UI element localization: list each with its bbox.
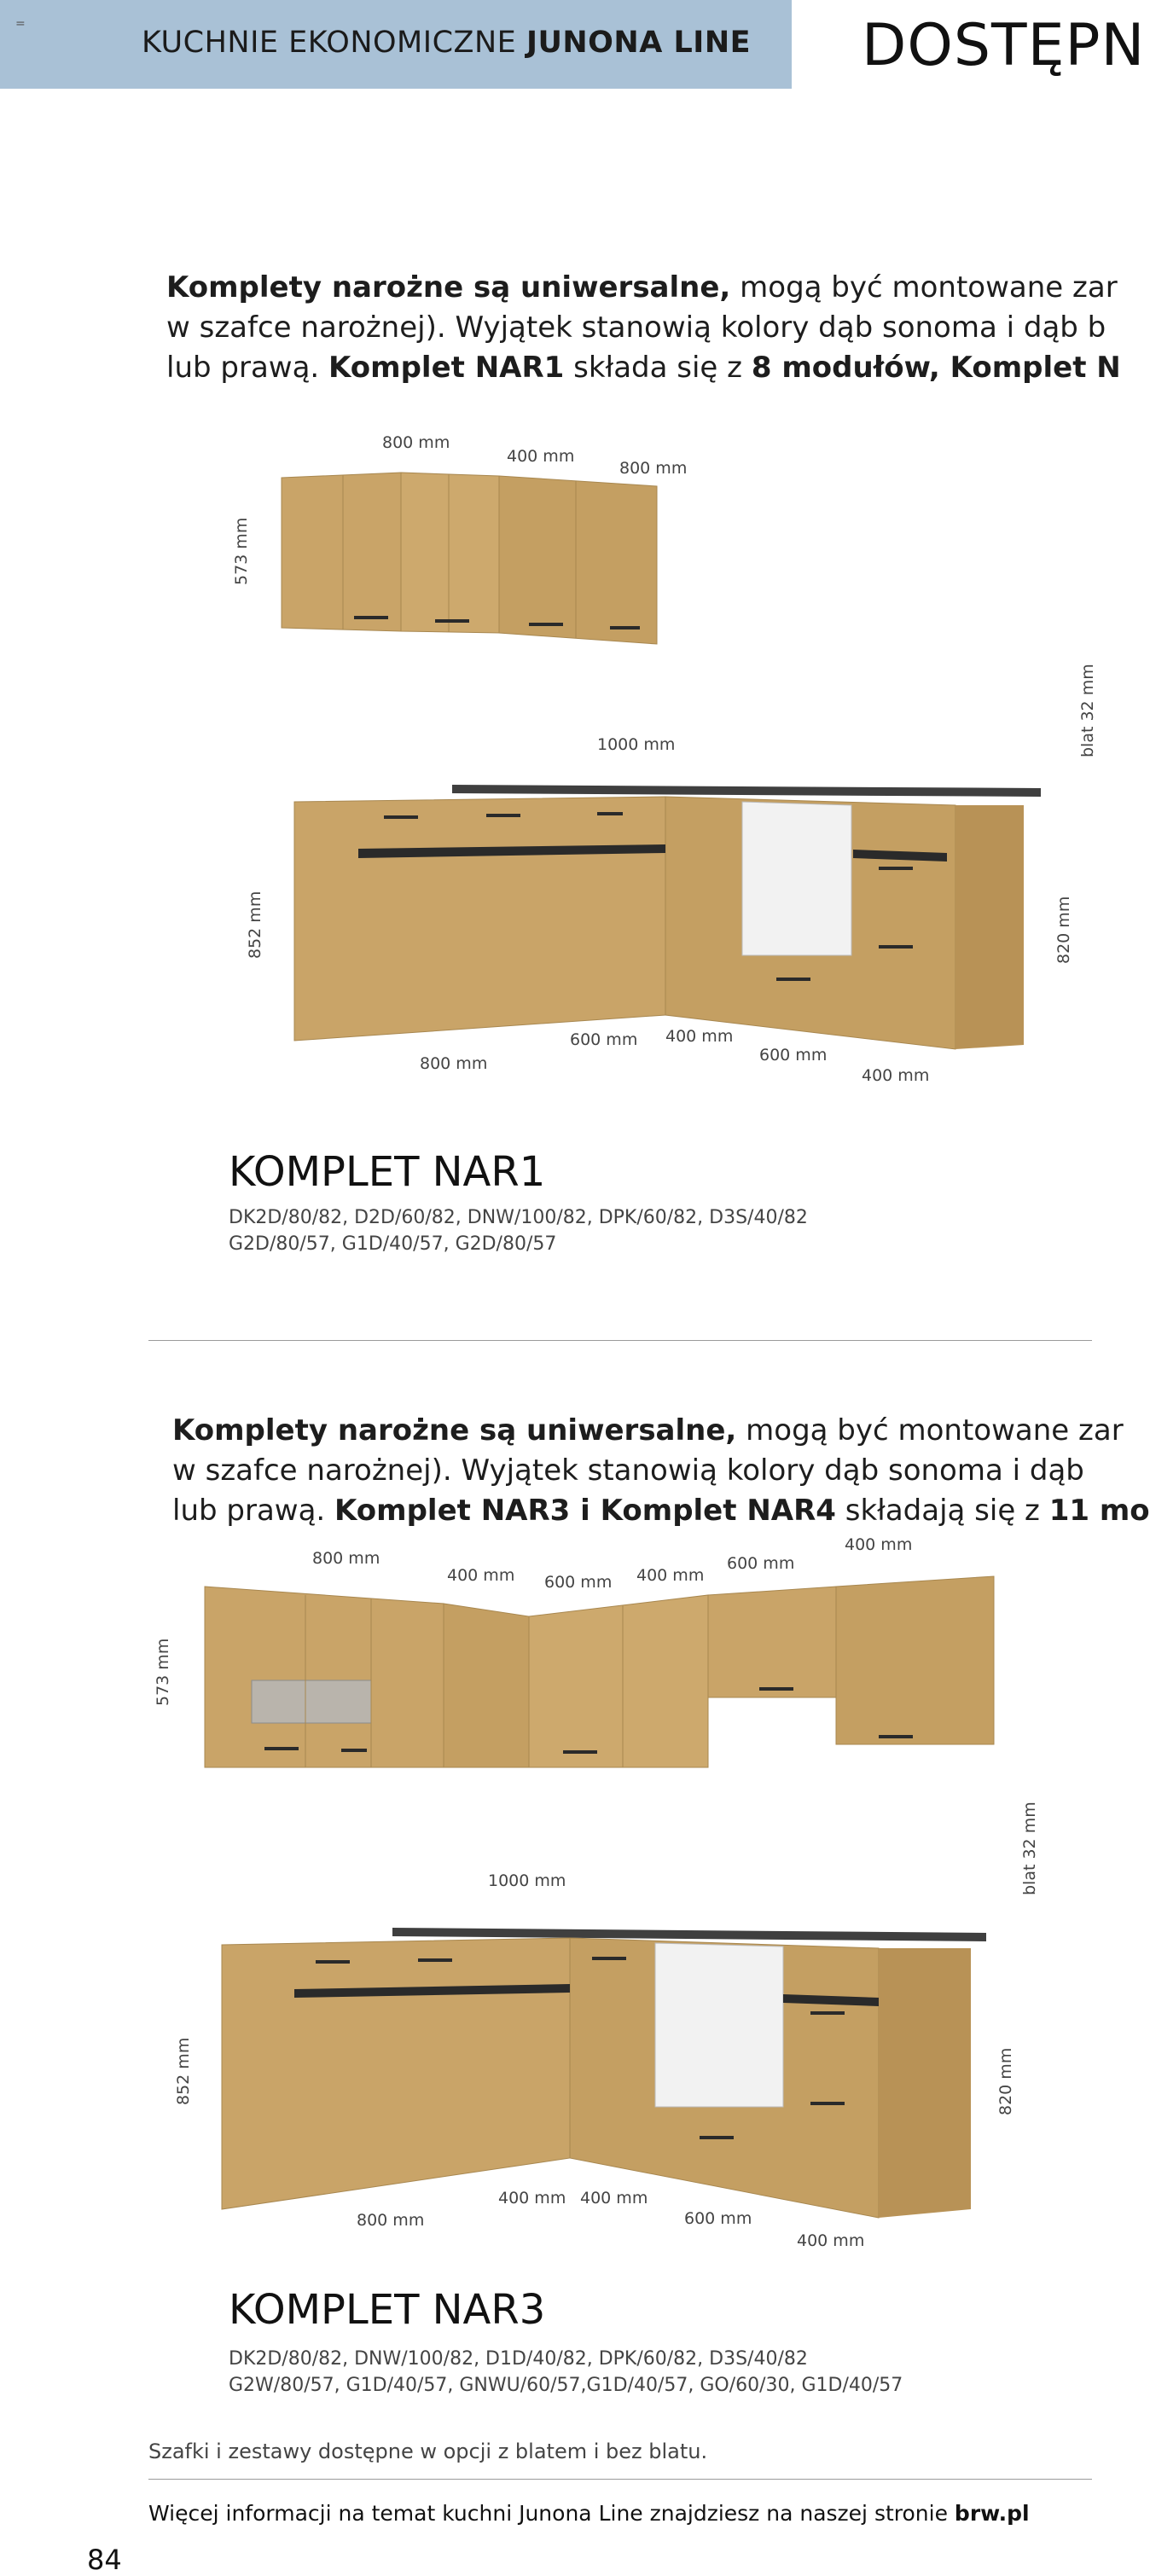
header-title-brand: JUNONA LINE [526, 26, 752, 60]
s1-appliance-niche [742, 802, 851, 955]
s1-countertop [452, 785, 1041, 797]
s1-blat: blat 32 mm [1078, 664, 1097, 757]
s2-kit-title: KOMPLET NAR3 [229, 2286, 546, 2334]
s2-lower-height: 852 mm [174, 2037, 193, 2105]
s2-bottom-dim-1: 800 mm [357, 2211, 425, 2230]
brw-link[interactable]: brw.pl [954, 2501, 1030, 2526]
s2-upper-dim-2: 400 mm [447, 1566, 515, 1585]
footer-divider [148, 2479, 1092, 2480]
section2-intro-rest: mogą być montowane zar [736, 1413, 1124, 1448]
s2-bottom-dim-3: 400 mm [580, 2189, 648, 2208]
s2-upper-dim-5: 600 mm [727, 1554, 795, 1573]
s2-upper-dim-6: 400 mm [845, 1535, 913, 1554]
s2-kit-modules-line2: G2W/80/57, G1D/40/57, GNWU/60/57,G1D/40/57, GO/60/30, G1D/40/57 [229, 2375, 903, 2396]
more-info-text: Więcej informacji na temat kuchni Junona Line znajdziesz na naszej stronie [148, 2501, 955, 2526]
header-right-title: DOSTĘPN [862, 12, 1146, 79]
s1-lower-cabinets-illustration [282, 768, 1049, 1058]
s1-upper-height: 573 mm [232, 517, 251, 585]
s2-appliance-niche [655, 1943, 783, 2107]
s1-bottom-dim-1: 800 mm [420, 1054, 488, 1073]
section-divider [148, 1340, 1092, 1341]
section2-intro-line3 [172, 1491, 1150, 1531]
s2-l3a: lub prawą. [172, 1494, 335, 1528]
s1-l3c: składa się z [564, 351, 752, 385]
s1-kit-modules-line1: DK2D/80/82, D2D/60/82, DNW/100/82, DPK/60/82, D3S/40/82 [229, 1207, 808, 1228]
s1-l3d: 8 modułów, Komplet N [751, 351, 1121, 385]
s1-lower-run-left [294, 797, 665, 1041]
s1-bottom-dim-4: 600 mm [759, 1046, 828, 1065]
header-title-prefix: KUCHNIE EKONOMICZNE [142, 26, 517, 60]
s2-lower-width: 1000 mm [488, 1871, 566, 1890]
s2-lower-run-left [222, 1938, 570, 2209]
s1-lower-width: 1000 mm [597, 735, 676, 754]
s1-kit-modules-line2: G2D/80/57, G1D/40/57, G2D/80/57 [229, 1233, 557, 1255]
s2-l3b: Komplet NAR3 i Komplet NAR4 [334, 1494, 836, 1528]
section2-intro-line2: w szafce narożnej). Wyjątek stanowią kolory dąb sonoma i dąb [172, 1453, 1084, 1488]
s1-bottom-dim-2: 600 mm [570, 1030, 638, 1049]
header-title [142, 26, 751, 60]
s1-upper-cab-1 [282, 473, 401, 631]
s1-upper-cab-2 [401, 473, 499, 633]
s2-l3d: 11 mo [1048, 1494, 1150, 1528]
section1-intro-line2: w szafce narożnej). Wyjątek stanowią kolory dąb sonoma i dąb b [166, 310, 1106, 345]
availability-footnote: Szafki i zestawy dostępne w opcji z blatem i bez blatu. [148, 2440, 708, 2463]
section2-intro-bold: Komplety narożne są uniwersalne, [172, 1413, 737, 1448]
s1-upper-cabinets-illustration [273, 461, 734, 648]
page-number: 84 [87, 2544, 122, 2576]
s1-lower-height: 852 mm [246, 891, 264, 959]
s2-bottom-dim-4: 600 mm [684, 2209, 752, 2228]
s2-kit-modules-line1: DK2D/80/82, DNW/100/82, D1D/40/82, DPK/60/82, D3S/40/82 [229, 2348, 808, 2370]
s1-upper-dim-2: 400 mm [507, 447, 575, 466]
s2-upper-cab-corner [444, 1604, 529, 1767]
s2-upper-dim-1: 800 mm [312, 1549, 380, 1568]
s1-bottom-dim-3: 400 mm [665, 1027, 734, 1046]
s2-upper-height: 573 mm [154, 1638, 172, 1706]
s1-kit-title: KOMPLET NAR1 [229, 1148, 546, 1196]
s2-upper-cabinets-illustration [196, 1569, 1015, 1783]
menu-icon: = [15, 17, 26, 31]
s2-upper-cab-right [836, 1576, 994, 1744]
s2-counter-height: 820 mm [996, 2047, 1015, 2115]
s1-bottom-dim-5: 400 mm [862, 1066, 930, 1085]
section1-intro-bold: Komplety narożne są uniwersalne, [166, 270, 731, 305]
s1-l3a: lub prawą. [166, 351, 329, 385]
s2-upper-cab-mid [529, 1595, 708, 1767]
s2-upper-cab-left [205, 1587, 444, 1767]
s2-upper-cab-short [708, 1587, 836, 1697]
s2-glass-door [252, 1680, 371, 1723]
section1-intro-line3 [166, 348, 1121, 388]
s2-bottom-dim-5: 400 mm [797, 2231, 865, 2250]
section1-intro-line1 [166, 268, 1118, 308]
s2-blat: blat 32 mm [1020, 1801, 1039, 1895]
s2-lower-cabinets-illustration [213, 1911, 998, 2226]
s2-l3c: składają się z [835, 1494, 1049, 1528]
s1-upper-dim-3: 800 mm [619, 459, 688, 478]
s1-upper-dim-1: 800 mm [382, 433, 450, 452]
section2-intro-line1 [172, 1411, 1124, 1451]
s1-counter-height: 820 mm [1054, 896, 1073, 964]
s1-l3b: Komplet NAR1 [328, 351, 565, 385]
s1-end-panel [955, 805, 1024, 1049]
s1-upper-cab-3 [499, 476, 657, 644]
s2-end-panel [879, 1948, 971, 2218]
s2-upper-dim-3: 600 mm [544, 1573, 613, 1592]
s2-bottom-dim-2: 400 mm [498, 2189, 566, 2208]
s2-upper-dim-4: 400 mm [636, 1566, 705, 1585]
more-info [148, 2501, 1030, 2526]
section1-intro-rest: mogą być montowane zar [730, 270, 1118, 305]
